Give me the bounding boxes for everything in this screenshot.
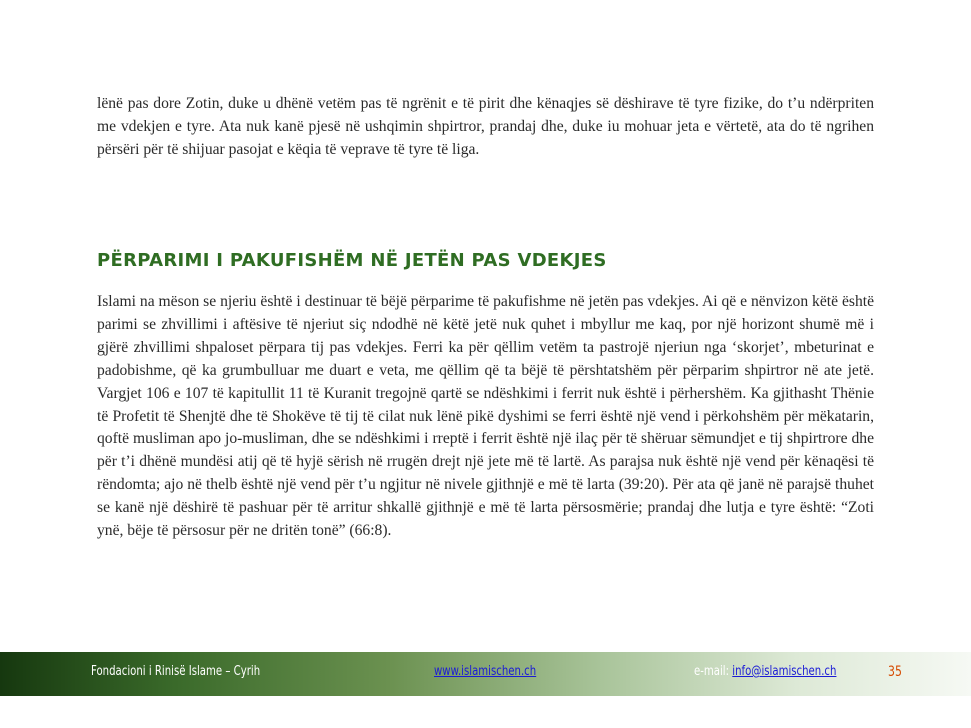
- section-heading: PËRPARIMI I PAKUFISHËM NË JETËN PAS VDEKJES: [97, 250, 607, 271]
- page-footer: [0, 652, 971, 696]
- footer-email-label: e-mail:: [694, 664, 730, 679]
- page-number: 35: [888, 664, 902, 680]
- paragraph-2: [97, 291, 874, 543]
- footer-email: [694, 664, 836, 679]
- paragraph-1: [97, 93, 874, 162]
- footer-organization: Fondacioni i Rinisë Islame – Cyrih: [91, 664, 261, 679]
- footer-website-link[interactable]: www.islamischen.ch: [434, 664, 537, 679]
- paragraph-2-text: Islami na mëson se njeriu është i destinuar të bëjë përparime të pakufishme në jetën pas vdekjes. Ai që e nënvizon këtë është parimi se zhvillimi i aftësive të njeriut siç ndodhë në këtë jetë nuk quhet i mbyllur me kaq, por një horizont shumë më i gjërë zhvillimi shpaloset përpara tij pas vdekjes. Ferri ka për qëllim vetëm ta pastrojë njeriun nga ‘skorjet’, mbeturinat e padobishme, që ka grumbulluar me duart e veta, me qëllim që ta bëjë të përshtatshëm për përparim shpirtror në ate jetë. Vargjet 106 e 107 të kapitullit 11 të Kuranit tregojnë qartë se ndëshkimi i ferrit nuk është i përhershëm. Ka gjithasht Thënie të Profetit të Shenjtë dhe të Shokëve të tij të cilat nuk lënë pikë dyshimi se ferri është një vend i përkohshëm për mëkatarin, qoftë musliman apo jo-musliman, dhe se ndëshkimi i rreptë i ferrit është një ilaç për të shëruar sëmundjet e tij shpirtrore dhe për t’i dhënë mundësi atij që të hyjë sërish në rrugën drejt një jete më të lartë. As parajsa nuk është një vend për kënaqësi të rëndomta; ajo në thelb është një vend për t’u ngjitur në nivele gjithnjë e më të larta (39:20). Për ata që janë në parajsë thuhet se kanë një dëshirë të pashuar për të arritur shkallë gjithnjë e më të larta përsosmërie; prandaj dhe lutja e tyre është: “Zoti ynë, bëje të përsosur për ne dritën tonë” (66:8).: [97, 293, 874, 540]
- paragraph-1-text: lënë pas dore Zotin, duke u dhënë vetëm pas të ngrënit e të pirit dhe kënaqjes së dëshirave të tyre fizike, do t’u ndërpriten me vdekjen e tyre. Ata nuk kanë pjesë në ushqimin shpirtror, prandaj dhe, duke iu mohuar jeta e vërtetë, ata do të ngrihen përsëri për të shijuar pasojat e këqia të veprave të tyre të liga.: [97, 95, 874, 158]
- footer-email-link[interactable]: info@islamischen.ch: [732, 664, 837, 679]
